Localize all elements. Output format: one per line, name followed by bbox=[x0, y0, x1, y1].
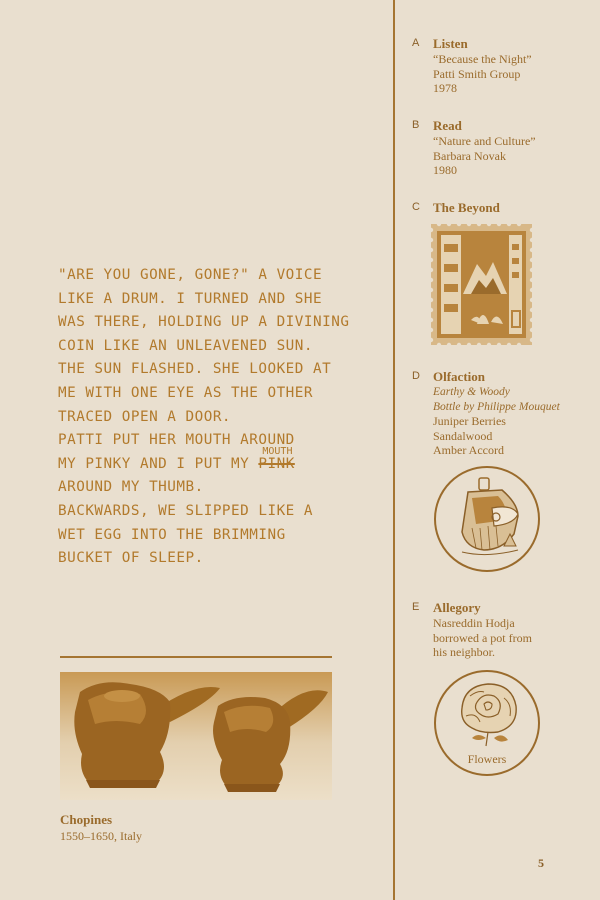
entry-line: 1978 bbox=[433, 81, 457, 95]
poem-line: BUCKET OF SLEEP. bbox=[58, 550, 204, 567]
entry-line: borrowed a pot from bbox=[433, 630, 532, 645]
photo-caption-subtitle: 1550–1650, Italy bbox=[60, 829, 142, 843]
entry-line: his neighbor. bbox=[433, 645, 495, 659]
poem-line-prefix: MY PINKY AND I PUT MY bbox=[58, 455, 259, 472]
entry-line-italic: Earthy & Woody bbox=[433, 386, 510, 398]
handwritten-poem bbox=[58, 264, 378, 571]
entry-line: 1980 bbox=[433, 163, 457, 177]
entry-line: Juniper Berries bbox=[433, 414, 506, 428]
entry-line: Patti Smith Group bbox=[433, 66, 521, 81]
entry-line: “Because the Night” bbox=[433, 52, 532, 66]
entry-line: Nasreddin Hodja bbox=[433, 616, 515, 630]
entry-title: Read bbox=[433, 118, 462, 133]
photo-caption-title: Chopines bbox=[60, 812, 113, 827]
poem-correction bbox=[258, 445, 295, 477]
poem-line: TRACED OPEN A DOOR. bbox=[58, 408, 232, 425]
poem-line: AROUND MY THUMB. bbox=[58, 479, 204, 496]
chopines-photo bbox=[60, 672, 332, 800]
perfume-bottle-icon bbox=[432, 464, 542, 574]
entry-title: The Beyond bbox=[433, 200, 500, 215]
column-divider bbox=[393, 0, 395, 900]
poem-line: COIN LIKE AN UNLEAVENED SUN. bbox=[58, 337, 314, 354]
horizontal-rule bbox=[60, 656, 332, 658]
entry-line-italic: Bottle by Philippe Mouquet bbox=[433, 400, 560, 413]
entry-title: Listen bbox=[433, 36, 468, 51]
entry-line: Sandalwood bbox=[433, 428, 493, 443]
entry-letter: E bbox=[412, 601, 420, 613]
poem-line: WET EGG INTO THE BRIMMING bbox=[58, 526, 286, 543]
entry-letter: C bbox=[412, 201, 420, 213]
poem-line: THE SUN FLASHED. SHE LOOKED AT bbox=[58, 361, 332, 378]
entry-title: Allegory bbox=[433, 600, 481, 615]
struck-word: PINK bbox=[258, 455, 295, 472]
poem-line: "ARE YOU GONE, GONE?" A VOICE bbox=[58, 267, 323, 283]
page-number: 5 bbox=[538, 856, 544, 870]
entry-line: Amber Accord bbox=[433, 443, 504, 457]
poem-line: ME WITH ONE EYE AS THE OTHER bbox=[58, 384, 314, 401]
poem-line: WAS THERE, HOLDING UP A DIVINING bbox=[58, 314, 350, 331]
correction-word: MOUTH bbox=[262, 445, 293, 457]
entry-line: Barbara Novak bbox=[433, 148, 506, 163]
entry-line: “Nature and Culture” bbox=[433, 134, 536, 148]
entry-title: Olfaction bbox=[433, 369, 485, 384]
poem-line: BACKWARDS, WE SLIPPED LIKE A bbox=[58, 502, 314, 519]
poem-line: LIKE A DRUM. I TURNED AND SHE bbox=[58, 290, 323, 307]
medallion-label: Flowers bbox=[467, 752, 507, 766]
entry-letter: B bbox=[412, 119, 420, 131]
entry-letter: D bbox=[412, 370, 420, 382]
poem-line-with-correction bbox=[58, 445, 378, 477]
poem-line: PATTI PUT HER MOUTH AROUND bbox=[58, 432, 295, 449]
postage-stamp-image bbox=[431, 224, 532, 345]
entry-letter: A bbox=[412, 37, 420, 49]
